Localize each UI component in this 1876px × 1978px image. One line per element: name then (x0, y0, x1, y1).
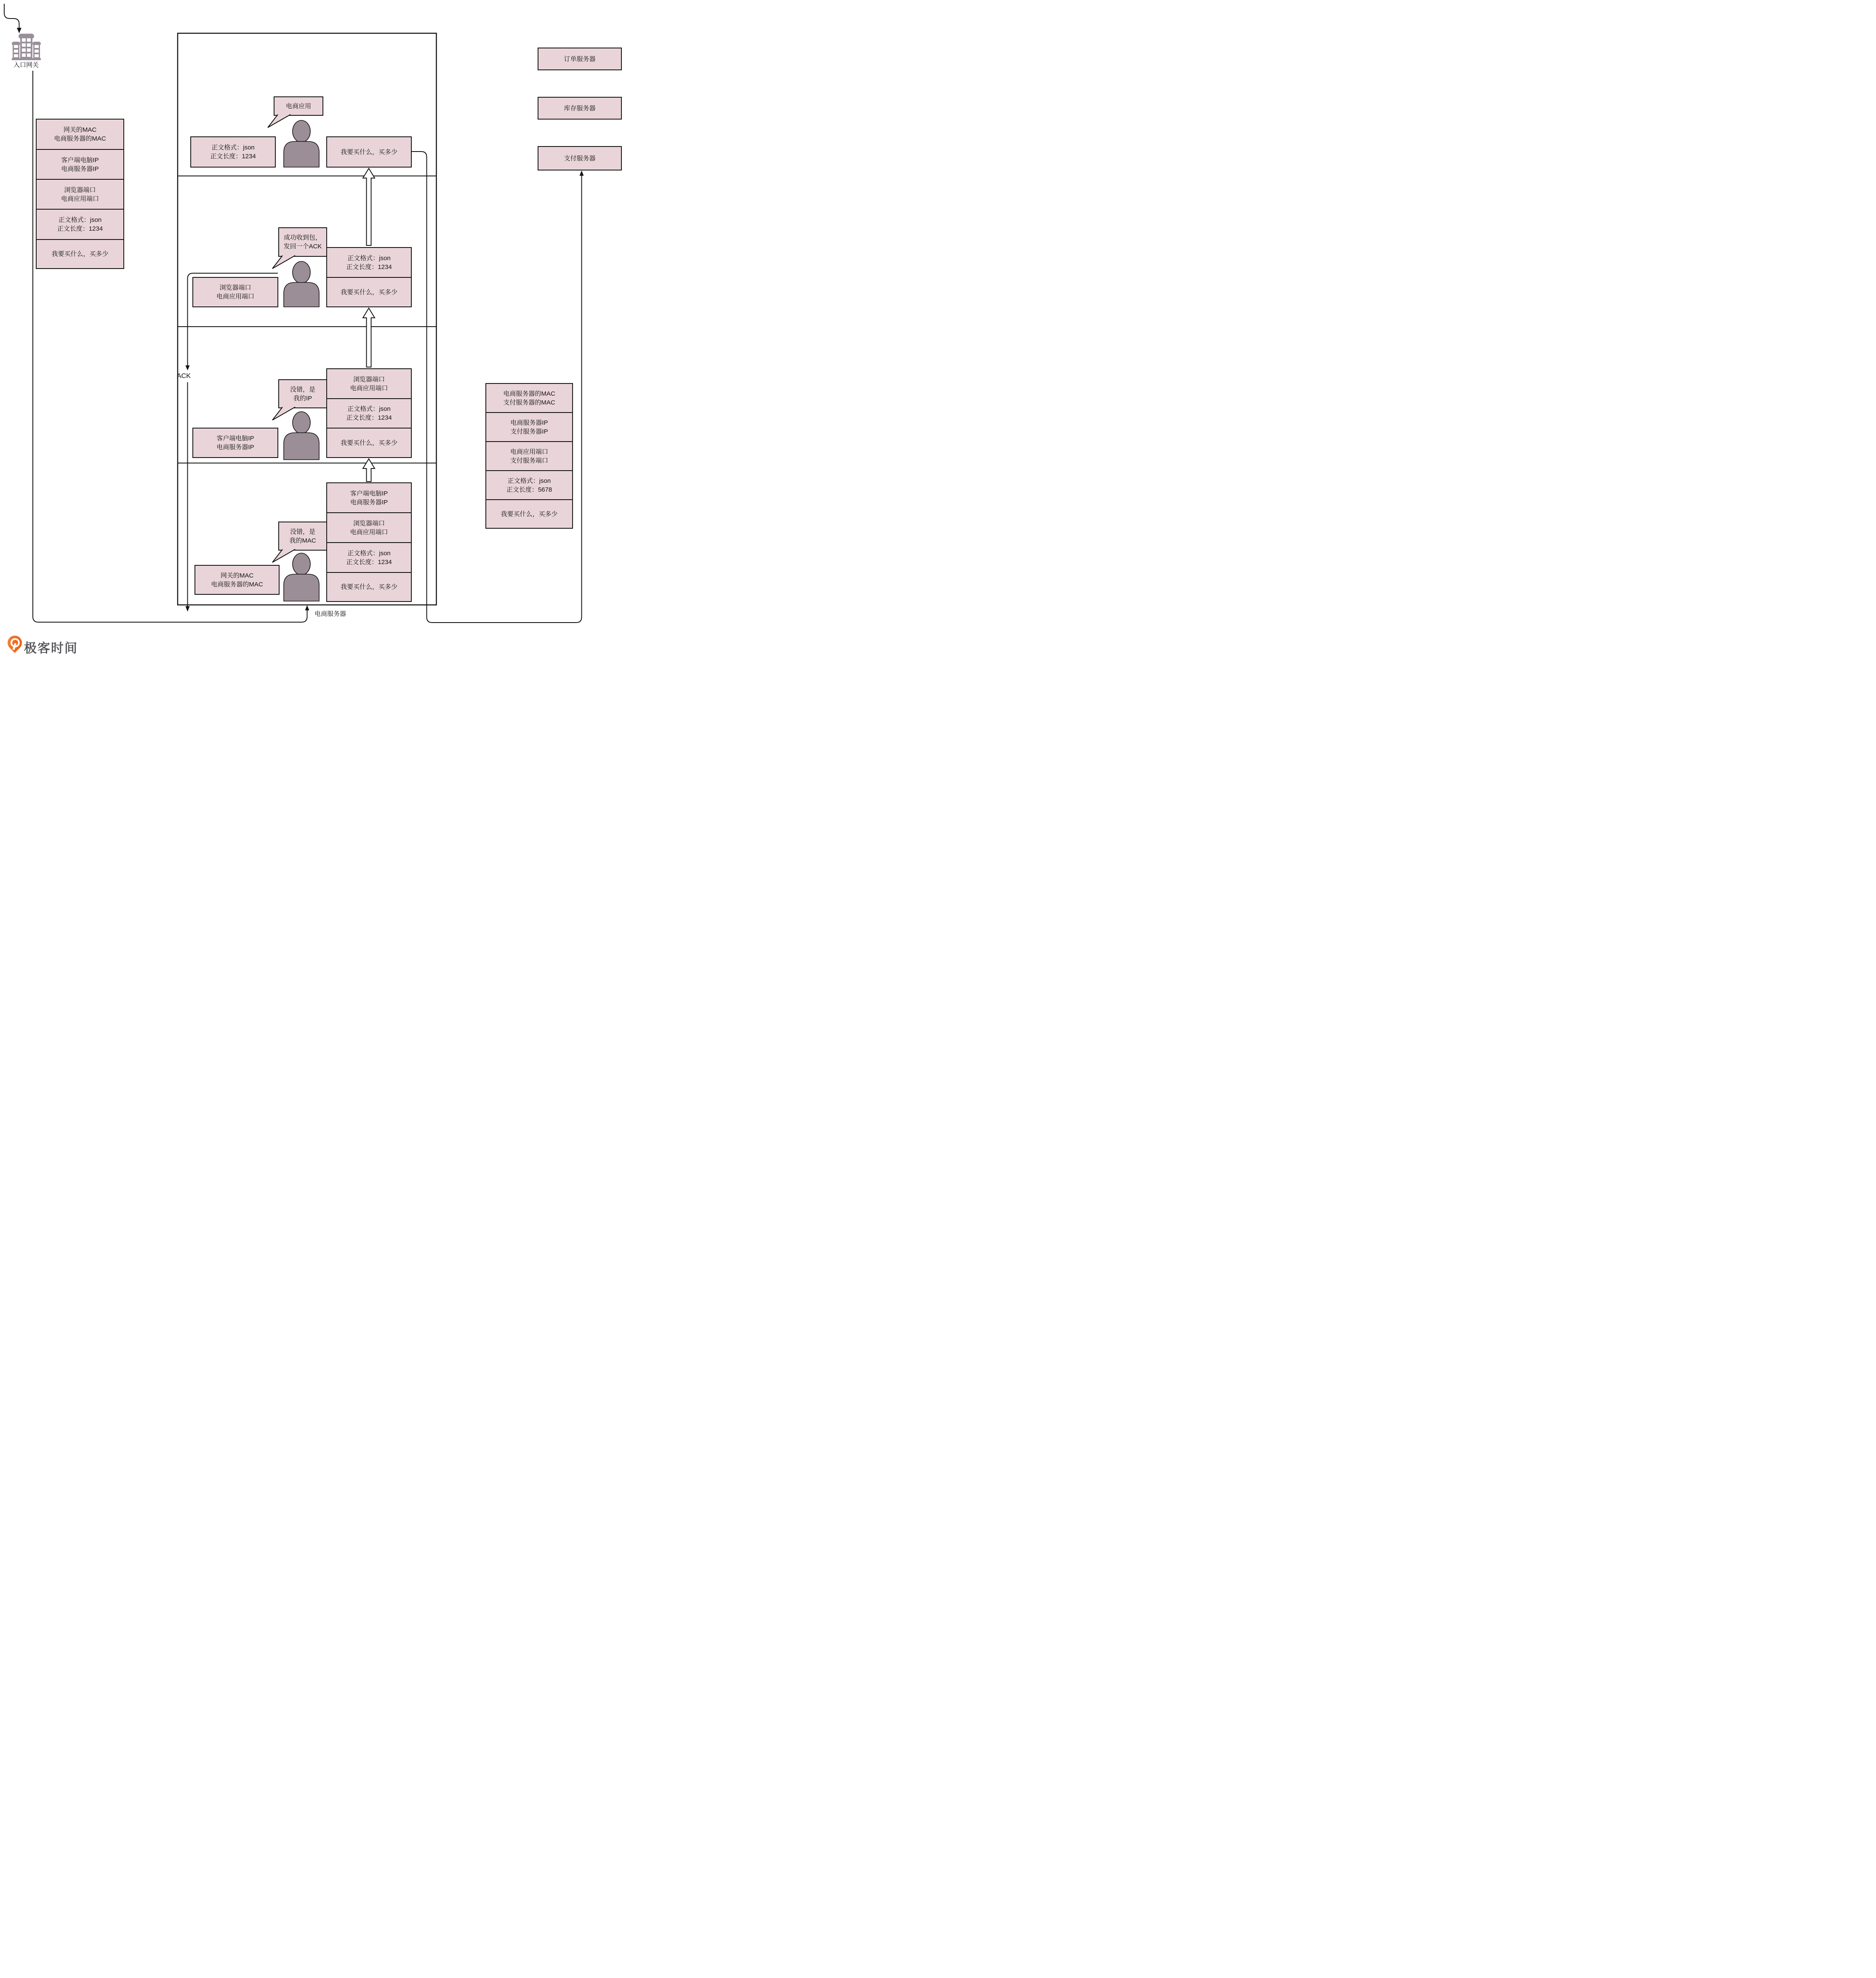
right-packet-row-message (485, 499, 573, 529)
packet-line: 支付服务端口 (510, 457, 548, 464)
packet-line: 支付服务器IP (510, 428, 548, 435)
left-packet-row-mac (36, 119, 124, 150)
packet-line: 我要买什么，买多少 (340, 148, 397, 156)
packet-line: 浏览器端口 (353, 375, 385, 383)
packet-line: 正文格式：json (347, 549, 391, 557)
bubble-line: 成功收到包， (283, 234, 322, 241)
packet-line: 正文长度：1234 (346, 414, 392, 421)
application-person-icon (284, 120, 319, 167)
packet-line: 电商应用端口 (350, 384, 388, 392)
right-packet-row-ip (485, 412, 573, 442)
right-packet-row-port (485, 441, 573, 471)
left-packet-row-body (36, 209, 124, 240)
application-speech-bubble (274, 96, 323, 116)
right-packet-row-body (485, 470, 573, 500)
network-stack-body (326, 398, 412, 429)
packet-line: 浏览器端口 (353, 519, 385, 527)
order-server-box (538, 48, 622, 70)
packet-line: 浏览器端口 (219, 284, 251, 291)
network-stack-message (326, 428, 412, 458)
packet-line: 正文长度：5678 (506, 486, 552, 493)
server-label: 支付服务器 (564, 154, 596, 162)
application-bubble-tail (268, 114, 290, 128)
packet-line: 电商服务器IP (350, 498, 388, 506)
link-speech-bubble (278, 522, 327, 551)
packet-line: 电商应用端口 (350, 528, 388, 536)
link-person-icon (284, 553, 319, 601)
packet-line: 正文长度：1234 (346, 558, 392, 566)
left-packet-row-port (36, 179, 124, 210)
gateway-label: 入口网关 (13, 61, 39, 69)
network-stack-port (326, 368, 412, 399)
transport-stack-body (326, 247, 412, 278)
gateway-building-icon (12, 34, 41, 60)
packet-line: 我要买什么，买多少 (501, 510, 558, 518)
network-bubble-tail (272, 407, 295, 420)
packet-line: 正文格式：json (507, 477, 551, 485)
gateway-incoming-arrow (4, 4, 21, 33)
application-body-box (190, 136, 276, 168)
packet-line: 正文长度：1234 (210, 153, 256, 160)
packet-line: 我要买什么，买多少 (340, 439, 397, 447)
geektime-logo-text: 极客时间 (24, 642, 78, 655)
packet-line: 正文格式：json (211, 144, 255, 151)
bubble-line: 电商应用 (285, 102, 311, 110)
transport-person-icon (284, 261, 319, 307)
packet-line: 电商应用端口 (61, 195, 99, 202)
packet-line: 客户端电脑IP (216, 435, 254, 442)
left-packet-row-ip (36, 149, 124, 180)
packet-line: 电商服务器IP (61, 165, 99, 173)
packet-line: 我要买什么，买多少 (51, 250, 109, 258)
packet-line: 电商服务器的MAC (503, 390, 555, 397)
link-stack-port (326, 512, 412, 543)
packet-line: 客户端电脑IP (61, 156, 99, 164)
packet-line: 我要买什么，买多少 (340, 583, 397, 591)
arrow-transport-to-application (363, 168, 375, 245)
bubble-line: 发回一个ACK (283, 243, 322, 250)
packet-line: 正文长度：1234 (57, 225, 103, 232)
packet-line: 电商服务器IP (216, 444, 254, 451)
packet-line: 客户端电脑IP (350, 490, 388, 497)
link-stack-ip (326, 482, 412, 513)
network-ip-box (192, 428, 278, 458)
bubble-line: 我的IP (293, 394, 312, 402)
bubble-line: 我的MAC (289, 537, 316, 544)
ecommerce-server-label: 电商服务器 (314, 610, 346, 618)
packet-line: 正文格式：json (347, 405, 391, 413)
arrow-network-to-transport (363, 308, 375, 367)
packet-line: 电商服务器的MAC (54, 135, 106, 142)
transport-bubble-tail (272, 256, 295, 269)
transport-port-box (192, 277, 278, 307)
network-person-icon (284, 412, 319, 460)
packet-line: 网关的MAC (63, 126, 97, 133)
link-stack-body (326, 542, 412, 573)
ack-label: ACK (177, 373, 191, 380)
packet-line: 浏览器端口 (64, 186, 96, 194)
packet-line: 电商服务器的MAC (211, 580, 263, 588)
bubble-line: 没错，是 (290, 386, 315, 393)
packet-line: 电商服务器IP (510, 419, 548, 426)
inventory-server-box (538, 97, 622, 120)
payment-server-box (538, 146, 622, 170)
link-bubble-tail (272, 549, 295, 562)
bubble-line: 没错，是 (290, 528, 315, 535)
packet-line: 支付服务器的MAC (503, 399, 555, 406)
packet-line: 我要买什么，买多少 (340, 288, 397, 296)
link-mac-box (195, 565, 280, 595)
link-stack-message (326, 572, 412, 602)
packet-line: 正文格式：json (58, 216, 102, 224)
network-layers-diagram (0, 0, 626, 659)
packet-line: 电商应用端口 (216, 293, 254, 300)
network-speech-bubble (278, 379, 327, 408)
application-message-box (326, 136, 412, 168)
transport-stack-message (326, 277, 412, 307)
server-label: 库存服务器 (564, 104, 596, 112)
packet-line: 正文格式：json (347, 254, 391, 262)
server-label: 订单服务器 (564, 55, 596, 63)
packet-line: 网关的MAC (220, 572, 254, 579)
transport-speech-bubble (278, 227, 327, 257)
left-packet-row-message (36, 239, 124, 269)
packet-line: 电商应用端口 (510, 448, 548, 455)
packet-line: 正文长度：1234 (346, 263, 392, 271)
arrow-link-to-network (363, 459, 375, 482)
right-packet-row-mac (485, 383, 573, 413)
